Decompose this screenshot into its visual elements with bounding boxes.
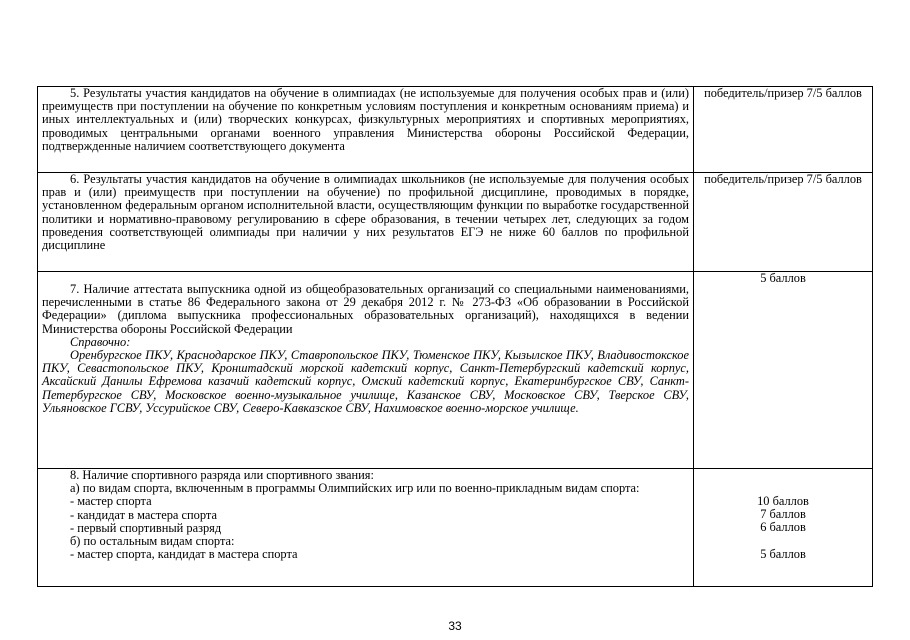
criterion-8-item: - мастер спорта, кандидат в мастера спорта [70, 547, 298, 562]
criterion-5-score: победитель/призер 7/5 баллов [694, 87, 873, 173]
score-spacer [698, 535, 868, 548]
criterion-8-score: 6 баллов [760, 520, 806, 535]
criterion-5-text: 5. Результаты участия кандидатов на обучение в олимпиадах (не используемые для получения особых прав и (или) преимуществ при поступлении на обучение по конкретным условиям поступления и конкретным основаниям приема) и иных интеллектуальных и (или) творческих конкурсах, физкультурных мероприятиях и спортивных мероприятиях, проводимых центральными органами военного управления Министерства обороны Российской Федерации, подтвержденные наличием соответствующего документа [38, 87, 694, 173]
criterion-8-scores [694, 469, 873, 587]
criterion-8-subsection-a: а) по видам спорта, включенным в программы Олимпийских игр или по военно-прикладным видам спорта: [70, 481, 640, 496]
criterion-7-text: 7. Наличие аттестата выпускника одной из общеобразовательных организаций со специальными наименованиями, перечисленными в статье 86 Федерального закона от 29 декабря 2012 г. № 273-ФЗ «Об образовании в Российской Федерации» (диплома выпускника профессиональных образовательных организаций), находящихся в ведении Министерства обороны Российской Федерации [42, 282, 689, 336]
criterion-7-score: 5 баллов [694, 272, 873, 469]
criterion-8-title: 8. Наличие спортивного разряда или спортивного звания: [70, 468, 374, 482]
table-row [38, 469, 873, 587]
criterion-8-item: - первый спортивный разряд [70, 520, 222, 535]
criterion-8-score: 5 баллов [760, 546, 806, 561]
criterion-6-text: 6. Результаты участия кандидатов на обучение в олимпиадах школьников (не используемые для получения особых прав и (или) преимуществ при поступлении на обучение) по профильной дисциплине, проводимых в порядке, установленном федеральным органом исполнительной власти, осуществляющим функции по выработке государственной политики и нормативно-правовому регулированию в сфере образования, в течении четырех лет, следующих за годом проведения соответствующей олимпиады при наличии у них результатов ЕГЭ не ниже 60 баллов по профильной дисциплине [38, 173, 694, 272]
criterion-7-reference-heading: Справочно: [70, 334, 131, 349]
criterion-7-cell [38, 272, 694, 469]
table-row [38, 87, 873, 173]
criterion-8-item: - кандидат в мастера спорта [70, 507, 217, 522]
criterion-8-subsection-b: б) по остальным видам спорта: [70, 534, 235, 549]
page-number: 33 [448, 619, 462, 633]
criterion-8-cell [38, 469, 694, 587]
table-row [38, 272, 873, 469]
criterion-6-score: победитель/призер 7/5 баллов [694, 173, 873, 272]
criterion-7-reference-list: Оренбургское ПКУ, Краснодарское ПКУ, Ставропольское ПКУ, Тюменское ПКУ, Кызылское ПКУ, Владивостокское ПКУ, Севастопольское ПКУ, Кронштадский морской кадетский корпус, Санкт-Петербургский кадетский корпус, Аксайский Данилы Ефремова казачий кадетский корпус, Омский кадетский корпус, Екатеринбургское СВУ, Санкт-Петербургское СВУ, Московское военно-музыкальное училище, Казанское СВУ, Московское СВУ, Тверское СВУ, Ульяновское ГСВУ, Уссурийское СВУ, Северо-Кавказское СВУ, Нахимовское военно-морское училище. [42, 348, 689, 415]
criterion-8-score: 10 баллов [757, 494, 809, 508]
table-row [38, 173, 873, 272]
criterion-8-item: - мастер спорта [70, 494, 152, 509]
criterion-8-score: 7 баллов [760, 507, 806, 522]
criteria-table [37, 86, 873, 587]
